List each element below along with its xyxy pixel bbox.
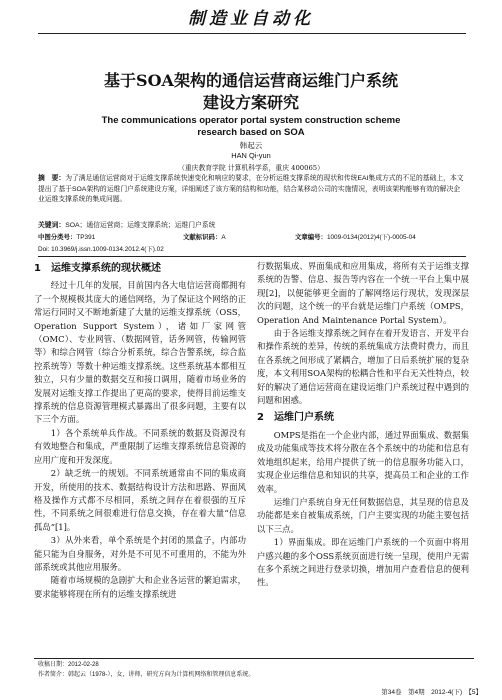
right-paragraph: 由于各运维支撑系统之间存在着开发语言、开发平台和操作系统的差异，传统的系统集成方法费时费力，而且在各系统之间形成了紧耦合，增加了日后系统扩展的复杂度，本文利用SOA架构的松耦合性和平台无关性特点，较好的解决了通信运营商在建设运维门户系统过程中遇到的问题和困惑。 — [257, 328, 469, 406]
left-paragraph: 随着市场规模的急剧扩大和企业各运营的繁迫需求，要求能够将现在所有的运维支撑系统进 — [34, 575, 246, 599]
left-paragraph: 1）各个系统单兵作战。不同系统的数据及资源没有有效地整合和集成，严重限制了运维支撑系统信息资源的应用广度和开发深度。 — [34, 427, 246, 465]
english-title-line1: The communications operator portal system construction scheme — [101, 115, 401, 126]
left-paragraph: 3）从外来看，单个系统是个封闭的黑盒子，内部功能只能为自身服务，对外是不可见不可重用的，不能为外部系统或其他应用服务。 — [34, 535, 246, 572]
footnote-author: 作者简介：韩起云（1978-），女，讲师，研究方向为计算机网络和管理信息系统。 — [38, 672, 255, 678]
left-paragraph: 2）缺乏统一的规划。不同系统通常由不同的集成商开发，所使用的技术、数据结构设计方法和思路、界面风格及操作方式都不尽相同，系统之间存在着很强的互斥性，不同系统之间很难进行信息交换，存在着大量“信息孤岛”[1]。 — [34, 468, 246, 532]
footnote-received: 收稿日期：2012-02-28 — [38, 662, 99, 668]
title-line1: 基于SOA架构的通信运营商运维门户系统 — [104, 71, 398, 90]
header-rule — [38, 33, 466, 34]
section1-heading: 1 运维支撑系统的现状概述 — [34, 263, 161, 274]
right-column — [257, 260, 469, 590]
abstract — [38, 173, 466, 206]
footnote-rule — [34, 658, 474, 659]
abstract-text: 为了满足通信运营商对于运维支撑系统快速变化和响应的要求，在分析运维支撑系统的现状和传统EAI集成方式的不足的基础上，本文提出了基于SOA架构的运维门户系统建设方案，详细阐述了该方案的结构和功能，结合某移动公司的实施情况，表明该架构能够有效的解决企业运维支撑系统的集成问题。 — [38, 175, 464, 203]
article-number-label: 文章编号： — [295, 234, 327, 241]
english-title-line2: research based on SOA — [197, 127, 305, 138]
footnotes — [38, 660, 478, 680]
page-footer: 第34卷 第4期 2012-4(下) 【5】 — [381, 689, 482, 696]
keywords-text: SOA；通信运营商；运维支撑系统；运维门户系统 — [65, 222, 216, 229]
keywords — [38, 220, 466, 232]
author-en: HAN Qi-yun — [231, 151, 271, 160]
right-paragraph: 运维门户系统自身无任何数据信息，其呈现的信息及功能都是来自被集成系统，门户主要实现的功能主要包括以下三点。 — [257, 496, 469, 534]
keywords-label: 关键词： — [38, 221, 66, 229]
title-line2: 建设方案研究 — [202, 93, 299, 112]
article-number-value: 1009-0134(2012)4(下)-0005-04 — [326, 234, 416, 241]
doi: Doi: 10.3969/j.issn.1009-0134.2012.4(下).02 — [38, 246, 164, 253]
right-paragraph: OMPS是指在一个企业内部，通过界面集成、数据集成及功能集成等技术将分散在各个系统中的功能和信息有效地组织起来，给用户提供了统一的信息服务功能入口，实现企业运维信息和知识的共享，提高员工和企业的工作效率。 — [257, 429, 469, 494]
right-paragraph: 行数据集成、界面集成和应用集成，将所有关于运维支撑系统的告警、信息、报告等内容在一个统一平台上集中展现[2]，以便能够更全面的了解网络运行现状，发现深层次的问题，这个统一的平台就是运维门户系统（OMPS，Operation And Maintenance Portal System）。 — [257, 261, 469, 325]
right-paragraph: 1）界面集成。即在运维门户系统的一个页面中将用户感兴趣的多个OSS系统页面进行统一呈现，使用户无需在多个系统之间进行登录切换，增加用户查看信息的便利性。 — [257, 537, 469, 588]
article-number — [295, 232, 416, 241]
clc-label: 中图分类号： — [38, 234, 77, 241]
doc-code — [183, 232, 226, 241]
author-cn: 韩起云 — [239, 141, 263, 150]
doc-code-label: 文献标识码： — [183, 234, 222, 241]
affiliation: （重庆教育学院 计算机科学系，重庆 400065） — [178, 164, 324, 172]
left-column — [34, 260, 246, 601]
journal-name: 制造业自动化 — [188, 9, 314, 29]
abstract-rule — [38, 256, 466, 257]
clc — [38, 232, 95, 241]
clc-value: TP391 — [76, 234, 96, 241]
doc-code-value: A — [221, 234, 226, 241]
left-paragraph: 经过十几年的发展，目前国内各大电信运营商都拥有了一个规模极其庞大的通信网络，为了保证这个网络的正常运行同时又不断地新建了大量的运维支撑系统（OSS，Operation Support System），诸如厂家网管（OMC）、专业网管、（数据网管，话务网管，传输网管等）和综合网管（综合分析系统，综合告警系统，综合监控系统等）等数十种运维支撑系统。这些系统基本都相互独立，只有少量的数据交互和接口调用，随着市场业务的发展对运维支撑工作提出了更高的要求，使得目前运维支撑系统的信息资源管理模式暴露出了很多问题，主要有以下三个方面。 — [34, 280, 246, 425]
section2-heading: 2 运维门户系统 — [257, 412, 334, 424]
abstract-label: 摘 要： — [38, 174, 66, 182]
